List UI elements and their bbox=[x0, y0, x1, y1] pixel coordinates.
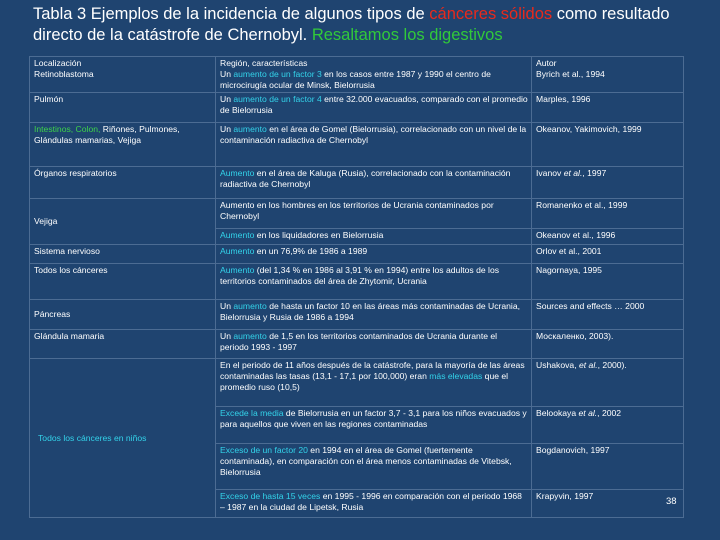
author-cell: Marples, 1996 bbox=[532, 93, 684, 123]
organ-cell bbox=[30, 123, 216, 167]
text-part: Un bbox=[220, 124, 234, 134]
highlight-organs: Intestinos, Colon, bbox=[34, 124, 101, 134]
organ-cell: Pulmón bbox=[30, 93, 216, 123]
table-row bbox=[30, 123, 684, 167]
region-cell bbox=[216, 229, 532, 245]
title-highlight-green: Resaltamos los digestivos bbox=[311, 26, 503, 44]
region-cell bbox=[216, 57, 532, 93]
region-cell bbox=[216, 407, 532, 444]
author-cell: Romanenko et al., 1999 bbox=[532, 199, 684, 229]
author-cell: Krapyvin, 1997 bbox=[532, 490, 684, 518]
cancer-incidence-table bbox=[29, 56, 684, 518]
organ-cell bbox=[30, 57, 216, 93]
text-part: de hasta un factor 10 en las áreas más contaminadas de Ucrania, Bielorrusia y Rusia de 1986 a 1994 bbox=[220, 301, 521, 322]
text-part: en un 76,9% de 1986 a 1989 bbox=[254, 246, 368, 256]
text-part: que el promedio ruso (10,5) bbox=[220, 371, 509, 392]
author-cell: Bogdanovich, 1997 bbox=[532, 444, 684, 490]
table-row bbox=[30, 264, 684, 300]
region-text bbox=[220, 69, 528, 91]
highlight-text: aumento bbox=[233, 124, 267, 134]
organ-label: Todos los cánceres en niños bbox=[38, 432, 147, 443]
highlight-text: Exceso de hasta 15 veces bbox=[220, 491, 321, 501]
table-row bbox=[30, 57, 684, 93]
highlight-text: Aumento bbox=[220, 230, 255, 240]
author-cell: Orlov et al., 2001 bbox=[532, 245, 684, 264]
text-part: Un bbox=[220, 331, 234, 341]
highlight-text: aumento bbox=[233, 301, 267, 311]
table-row bbox=[30, 245, 684, 264]
text-part: Un bbox=[220, 69, 234, 79]
text-part: de 1,5 en los territorios contaminados de Ucrania durante el periodo 1993 - 1997 bbox=[220, 331, 498, 352]
text-part: en los liquidadores en Bielorrusia bbox=[254, 230, 384, 240]
text-part: de Bielorrusia en un factor 3,7 - 3,1 para los niños evacuados y para aquellos que viven en las regiones contaminadas bbox=[220, 408, 527, 429]
author-text: Byrich et al., 1994 bbox=[536, 69, 605, 79]
highlight-text: Aumento bbox=[220, 168, 255, 178]
text-part: Un bbox=[220, 301, 234, 311]
title-part2: como resultado directo de la catástrofe de Chernobyl. bbox=[33, 5, 670, 44]
region-cell bbox=[216, 264, 532, 300]
table-row bbox=[30, 359, 684, 407]
region-cell bbox=[216, 359, 532, 407]
text-part: entre 32.000 evacuados, comparado con el promedio de Bielorrusia bbox=[220, 94, 528, 115]
organ-cell: Páncreas bbox=[30, 300, 216, 330]
organ-cell bbox=[30, 359, 216, 518]
table-row bbox=[30, 199, 684, 229]
slide-title bbox=[33, 4, 713, 46]
text-part: en los casos entre 1987 y 1990 el centro de microcirugía ocular de Minsk, Bielorrusia bbox=[220, 69, 491, 90]
highlight-text: Aumento bbox=[220, 246, 255, 256]
highlight-text: Excede la media bbox=[220, 408, 284, 418]
text-part: Riñones, Pulmones, Glándulas mamarias, Vejiga bbox=[34, 124, 180, 145]
region-cell bbox=[216, 330, 532, 359]
header-autor: Autor bbox=[536, 58, 557, 68]
text-part: Un bbox=[220, 94, 234, 104]
author-cell: Москаленко, 2003). bbox=[532, 330, 684, 359]
table-row bbox=[30, 300, 684, 330]
text-part: en 1995 - 1996 en comparación con el periodo 1968 – 1987 en la ciudad de Lipetsk, Rusia bbox=[220, 491, 522, 512]
author-cell: Okeanov, Yakimovich, 1999 bbox=[532, 123, 684, 167]
region-cell bbox=[216, 444, 532, 490]
author-cell: Ushakova, et al., 2000). bbox=[532, 359, 684, 407]
organ-cell: Vejiga bbox=[30, 199, 216, 245]
author-cell: Belookaya et al., 2002 bbox=[532, 407, 684, 444]
author-cell: Ivanov et al., 1997 bbox=[532, 167, 684, 199]
highlight-text: más elevadas bbox=[429, 371, 483, 381]
author-cell bbox=[532, 57, 684, 93]
text-part: en el área de Gomel (Bielorrusia), correlacionado con un nivel de la contaminación radiactiva de Chernobyl bbox=[220, 124, 527, 145]
page-number: 38 bbox=[666, 496, 677, 507]
header-region: Región, características bbox=[220, 58, 308, 68]
author-cell: Nagornaya, 1995 bbox=[532, 264, 684, 300]
region-cell bbox=[216, 490, 532, 518]
highlight-text: aumento de un factor 3 bbox=[233, 69, 322, 79]
table-row bbox=[30, 93, 684, 123]
table-row bbox=[30, 330, 684, 359]
text-part: En el periodo de 11 años después de la catástrofe, para la mayoría de las áreas contaminadas las tasas (13,1 - 17,1 por 100,000) eran bbox=[220, 360, 525, 381]
organ-label: Retinoblastoma bbox=[34, 69, 94, 79]
region-cell bbox=[216, 123, 532, 167]
header-localizacion: Localización bbox=[34, 58, 82, 68]
highlight-text: aumento bbox=[233, 331, 267, 341]
region-cell bbox=[216, 245, 532, 264]
text-part: en el área de Kaluga (Rusia), correlacionado con la contaminación radiactiva de Chernobyl bbox=[220, 168, 511, 189]
organ-cell: Órganos respiratorios bbox=[30, 167, 216, 199]
organ-cell: Sistema nervioso bbox=[30, 245, 216, 264]
title-highlight-red: cánceres sólidos bbox=[429, 5, 553, 23]
highlight-text: aumento de un factor 4 bbox=[233, 94, 322, 104]
highlight-text: Aumento bbox=[220, 265, 255, 275]
region-cell: Aumento en los hombres en los territorios de Ucrania contaminados por Chernobyl bbox=[216, 199, 532, 229]
highlight-text: Exceso de un factor 20 bbox=[220, 445, 308, 455]
author-cell: Sources and effects … 2000 bbox=[532, 300, 684, 330]
text-part: en 1994 en el área de Gomel (fuertemente contaminada), en comparación con el área menos contaminadas de Vitebsk, Bielorrusia bbox=[220, 445, 512, 477]
table-row bbox=[30, 167, 684, 199]
region-cell bbox=[216, 300, 532, 330]
organ-cell: Todos los cánceres bbox=[30, 264, 216, 300]
author-cell: Okeanov et al., 1996 bbox=[532, 229, 684, 245]
region-cell bbox=[216, 93, 532, 123]
title-part1: Tabla 3 Ejemplos de la incidencia de algunos tipos de bbox=[33, 5, 430, 23]
text-part: (del 1,34 % en 1986 al 3,91 % en 1994) entre los adultos de los territorios contaminados del área de Zhytomir, Ucrania bbox=[220, 265, 500, 286]
organ-cell: Glándula mamaria bbox=[30, 330, 216, 359]
region-cell bbox=[216, 167, 532, 199]
